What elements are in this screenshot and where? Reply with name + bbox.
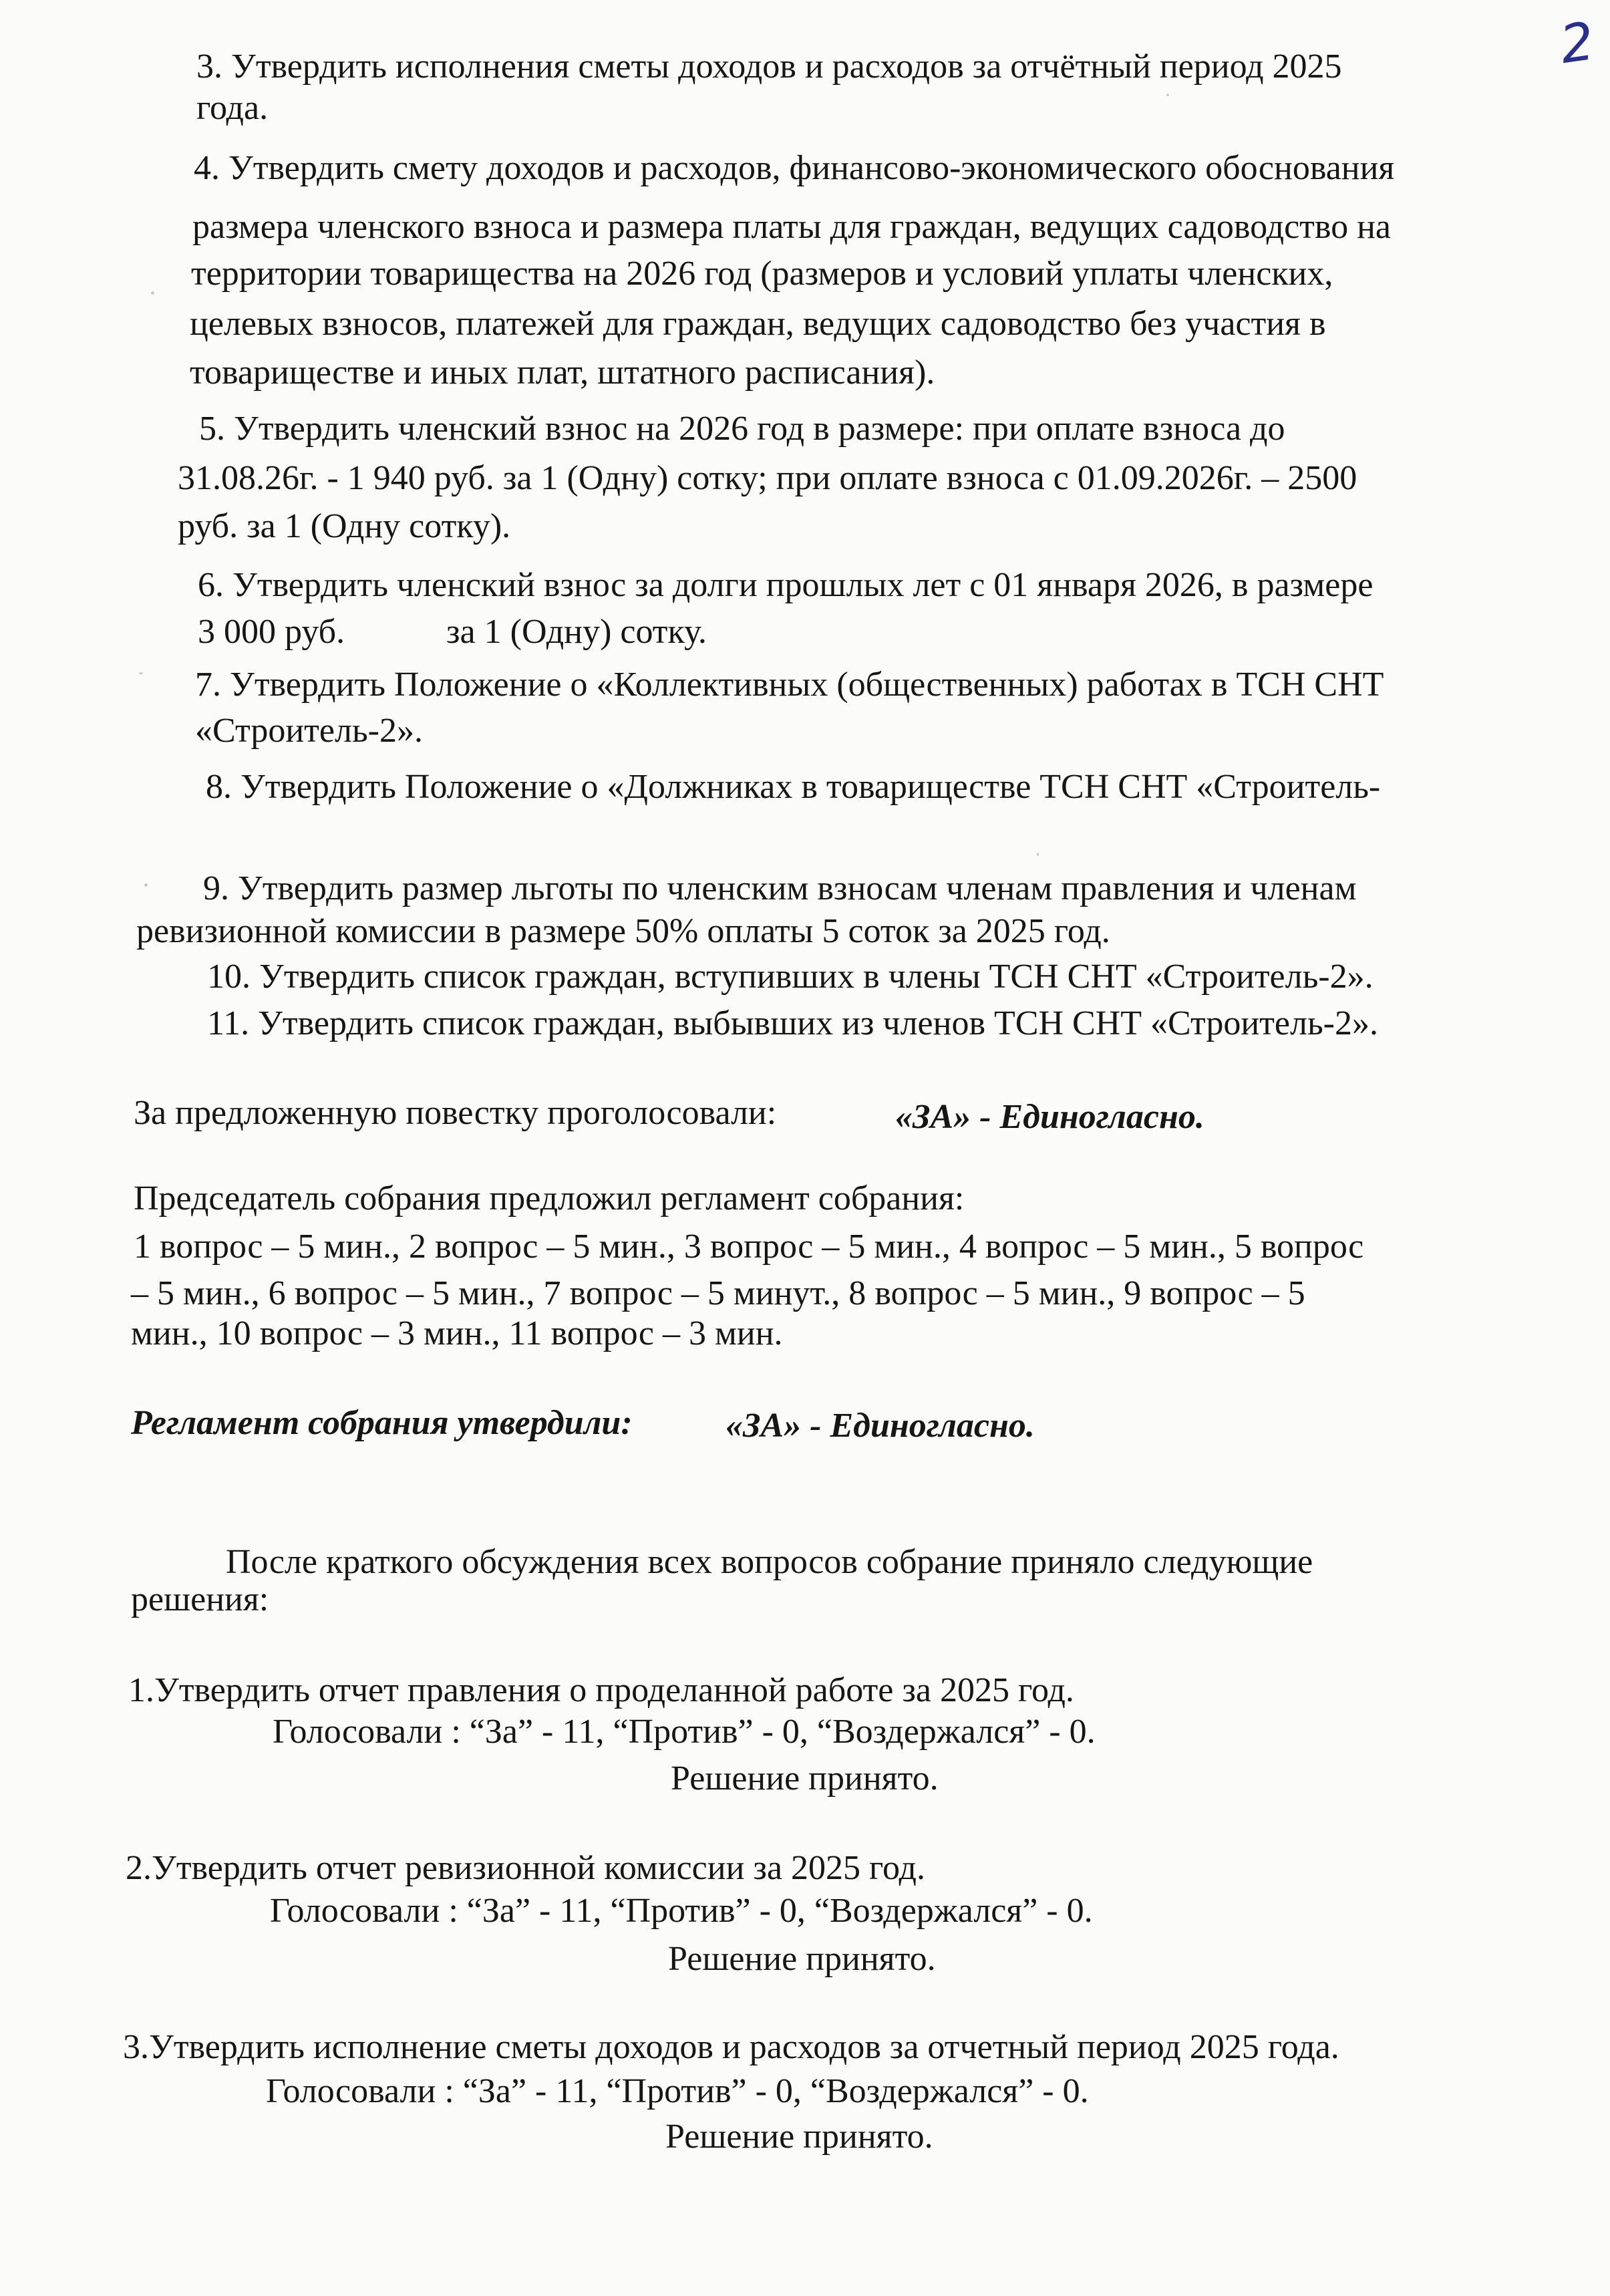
agenda-item-4-line-4: целевых взносов, платежей для граждан, ведущих садоводство без участия в bbox=[190, 305, 1326, 343]
agenda-item-8-line-1: 8. Утвердить Положение о «Должниках в товариществе ТСН СНТ «Строитель- bbox=[206, 768, 1381, 806]
reglament-approved-result: «ЗА» - Единогласно. bbox=[726, 1407, 1035, 1445]
scan-speck bbox=[1166, 94, 1169, 96]
agenda-vote-text: За предложенную повестку проголосовали: bbox=[134, 1094, 777, 1132]
agenda-item-4-line-2: размера членского взноса и размера платы для граждан, ведущих садоводство на bbox=[192, 208, 1391, 246]
agenda-item-11: 11. Утвердить список граждан, выбывших из членов ТСН СНТ «Строитель-2». bbox=[207, 1004, 1378, 1042]
reglament-approved-label: Регламент собрания утвердили: bbox=[131, 1404, 633, 1442]
decision-2-result: Решение принято. bbox=[668, 1940, 936, 1978]
agenda-item-6-amount: 3 000 руб. bbox=[198, 613, 345, 651]
agenda-item-6-line-1: 6. Утвердить членский взнос за долги прошлых лет с 01 января 2026, в размере bbox=[198, 566, 1374, 604]
agenda-item-10: 10. Утвердить список граждан, вступивших в члены ТСН СНТ «Строитель-2». bbox=[207, 958, 1374, 996]
scan-speck bbox=[144, 883, 148, 887]
reglament-line-2: – 5 мин., 6 вопрос – 5 мин., 7 вопрос – 5 минут., 8 вопрос – 5 мин., 9 вопрос – 5 bbox=[131, 1274, 1305, 1312]
agenda-item-4-line-1: 4. Утвердить смету доходов и расходов, финансово-экономического обоснования bbox=[194, 149, 1395, 187]
decision-1-vote: Голосовали : “За” - 11, “Против” - 0, “Воздержался” - 0. bbox=[273, 1713, 1096, 1751]
reglament-intro: Председатель собрания предложил регламент собрания: bbox=[134, 1179, 965, 1217]
decision-2-vote: Голосовали : “За” - 11, “Против” - 0, “Воздержался” - 0. bbox=[270, 1892, 1093, 1930]
agenda-item-9-line-2: ревизионной комиссии в размере 50% оплаты 5 соток за 2025 год. bbox=[136, 912, 1110, 950]
agenda-item-5-line-1: 5. Утвердить членский взнос на 2026 год в размере: при оплате взноса до bbox=[199, 410, 1285, 448]
agenda-item-3-line-1: 3. Утвердить исполнения сметы доходов и расходов за отчётный период 2025 bbox=[196, 47, 1342, 86]
decision-2-title: 2.Утвердить отчет ревизионной комиссии за 2025 год. bbox=[126, 1849, 926, 1887]
agenda-item-4-line-3: территории товарищества на 2026 год (размеров и условий уплаты членских, bbox=[191, 255, 1333, 293]
decision-1-result: Решение принято. bbox=[671, 1759, 939, 1798]
scan-speck bbox=[1037, 853, 1039, 856]
decision-3-vote: Голосовали : “За” - 11, “Против” - 0, “Воздержался” - 0. bbox=[266, 2072, 1089, 2110]
agenda-vote-result: «ЗА» - Единогласно. bbox=[895, 1098, 1204, 1136]
agenda-item-4-line-5: товариществе и иных плат, штатного расписания). bbox=[190, 353, 935, 392]
scan-speck bbox=[151, 291, 154, 295]
scan-speck bbox=[139, 672, 143, 674]
agenda-item-5-line-2: 31.08.26г. - 1 940 руб. за 1 (Одну) сотку; при оплате взноса с 01.09.2026г. – 2500 bbox=[178, 459, 1357, 497]
reglament-line-1: 1 вопрос – 5 мин., 2 вопрос – 5 мин., 3 вопрос – 5 мин., 4 вопрос – 5 мин., 5 вопрос bbox=[134, 1228, 1364, 1266]
agenda-item-9-line-1: 9. Утвердить размер льготы по членским взносам членам правления и членам bbox=[203, 869, 1357, 907]
decision-3-result: Решение принято. bbox=[665, 2118, 933, 2156]
agenda-item-7-line-1: 7. Утвердить Положение о «Коллективных (общественных) работах в ТСН СНТ bbox=[195, 666, 1384, 704]
handwritten-page-number: 2 bbox=[1556, 11, 1598, 76]
decision-3-title: 3.Утвердить исполнение сметы доходов и расходов за отчетный период 2025 года. bbox=[123, 2028, 1339, 2066]
decisions-intro-line-2: решения: bbox=[131, 1580, 269, 1618]
decisions-intro-line-1: После краткого обсуждения всех вопросов собрание приняло следующие bbox=[226, 1543, 1313, 1581]
reglament-line-3: мин., 10 вопрос – 3 мин., 11 вопрос – 3 мин. bbox=[131, 1314, 783, 1352]
agenda-item-6-unit: за 1 (Одну) сотку. bbox=[446, 613, 707, 651]
agenda-item-7-line-2: «Строитель-2». bbox=[195, 712, 423, 750]
agenda-item-5-line-3: руб. за 1 (Одну сотку). bbox=[178, 507, 511, 545]
decision-1-title: 1.Утвердить отчет правления о проделанной работе за 2025 год. bbox=[128, 1671, 1074, 1709]
agenda-item-3-line-2: года. bbox=[196, 89, 269, 127]
